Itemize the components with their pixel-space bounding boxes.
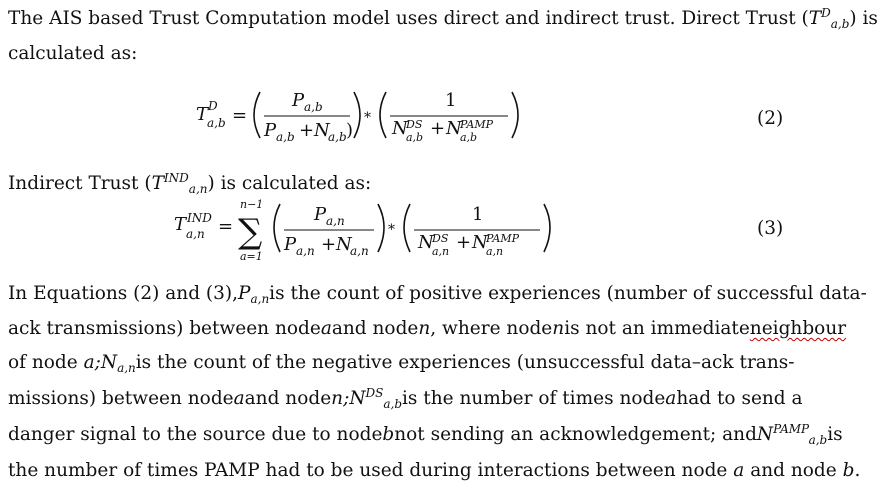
svg-text:*: * — [388, 222, 395, 238]
svg-text:P: P — [314, 204, 327, 225]
svg-text:a,b: a,b — [304, 100, 323, 114]
paragraph1-line2: calculated as: — [8, 43, 138, 64]
svg-text:+: + — [321, 234, 337, 255]
svg-text:P: P — [264, 120, 277, 141]
svg-text:N: N — [336, 234, 352, 255]
svg-text:): ) — [346, 120, 354, 141]
svg-text:a,n: a,n — [296, 244, 315, 258]
svg-text:a,n: a,n — [486, 245, 504, 258]
svg-text:a,n: a,n — [432, 245, 450, 258]
paragraph3-line1: In Equations (2) and (3), $P_{a,n}$ is the count of positive experiences (number of successful data- — [8, 283, 867, 307]
svg-text:=: = — [218, 216, 234, 237]
paragraph3-line2: ack transmissions) between node a and node n , where node n is not an immediate neighbour — [8, 318, 847, 339]
svg-text:=: = — [232, 105, 248, 126]
paragraph3-line6: the number of times PAMP had to be used during interactions between node a and node b. — [8, 460, 861, 481]
svg-text:P: P — [284, 234, 297, 255]
svg-text:N: N — [392, 118, 408, 139]
svg-text:+: + — [299, 120, 315, 141]
equation-2-number: (2) — [757, 108, 784, 129]
svg-text:a,b: a,b — [207, 116, 226, 130]
svg-text:a,b: a,b — [460, 131, 478, 144]
svg-text:*: * — [364, 110, 371, 126]
svg-text:1: 1 — [445, 90, 457, 111]
svg-text:N: N — [472, 232, 488, 253]
paragraph2-line: Indirect Trust $(T^{IND}_{a,n})$ is calculated as: — [8, 171, 372, 197]
svg-text:D: D — [208, 99, 218, 113]
svg-text:N: N — [446, 118, 462, 139]
svg-text:n−1: n−1 — [240, 198, 264, 211]
paragraph3-line3: of node a; $N_{a,n}$ is the count of the negative experiences (unsuccessful data–ack trans- — [8, 352, 795, 376]
svg-text:+: + — [430, 118, 446, 139]
svg-text:N: N — [418, 232, 434, 253]
svg-text:P: P — [292, 90, 305, 111]
direct-trust-symbol: $T^D_{a,b}$ — [808, 6, 850, 32]
svg-text:DS: DS — [432, 232, 449, 245]
equation-3 — [168, 196, 558, 264]
svg-text:a,n: a,n — [326, 214, 345, 228]
svg-text:1: 1 — [472, 204, 484, 225]
svg-text:a,n: a,n — [350, 244, 369, 258]
svg-text:a,b: a,b — [406, 131, 424, 144]
svg-text:+: + — [456, 232, 472, 253]
svg-text:a,b: a,b — [276, 130, 295, 144]
svg-text:N: N — [314, 120, 330, 141]
paragraph3-line4: missions) between node a and node n; $N^{DS}_{a,b}$ is the number of times node a had to send a — [8, 386, 803, 412]
svg-text:a,n: a,n — [186, 227, 205, 241]
indirect-trust-symbol: $T^{IND}_{a,n}$ — [151, 171, 208, 197]
paragraph1-line1: The AIS based Trust Computation model uses direct and indirect trust. Direct Trust $(T^D_{a,b})$ is — [8, 6, 878, 32]
paragraph3-line5: danger signal to the source due to node b not sending an acknowledgement; and $N^{PAMP}_{a,b}$ is — [8, 422, 843, 448]
svg-text:IND: IND — [187, 211, 212, 225]
svg-text:DS: DS — [406, 118, 423, 131]
svg-text:∑: ∑ — [238, 212, 263, 252]
svg-text:T: T — [174, 214, 187, 235]
equation-3-number: (3) — [757, 218, 784, 239]
svg-text:PAMP: PAMP — [460, 118, 493, 131]
svg-text:a=1: a=1 — [240, 250, 263, 263]
equation-2 — [180, 84, 540, 146]
svg-text:a,b: a,b — [328, 130, 347, 144]
svg-text:T: T — [196, 104, 209, 125]
svg-text:PAMP: PAMP — [486, 232, 519, 245]
